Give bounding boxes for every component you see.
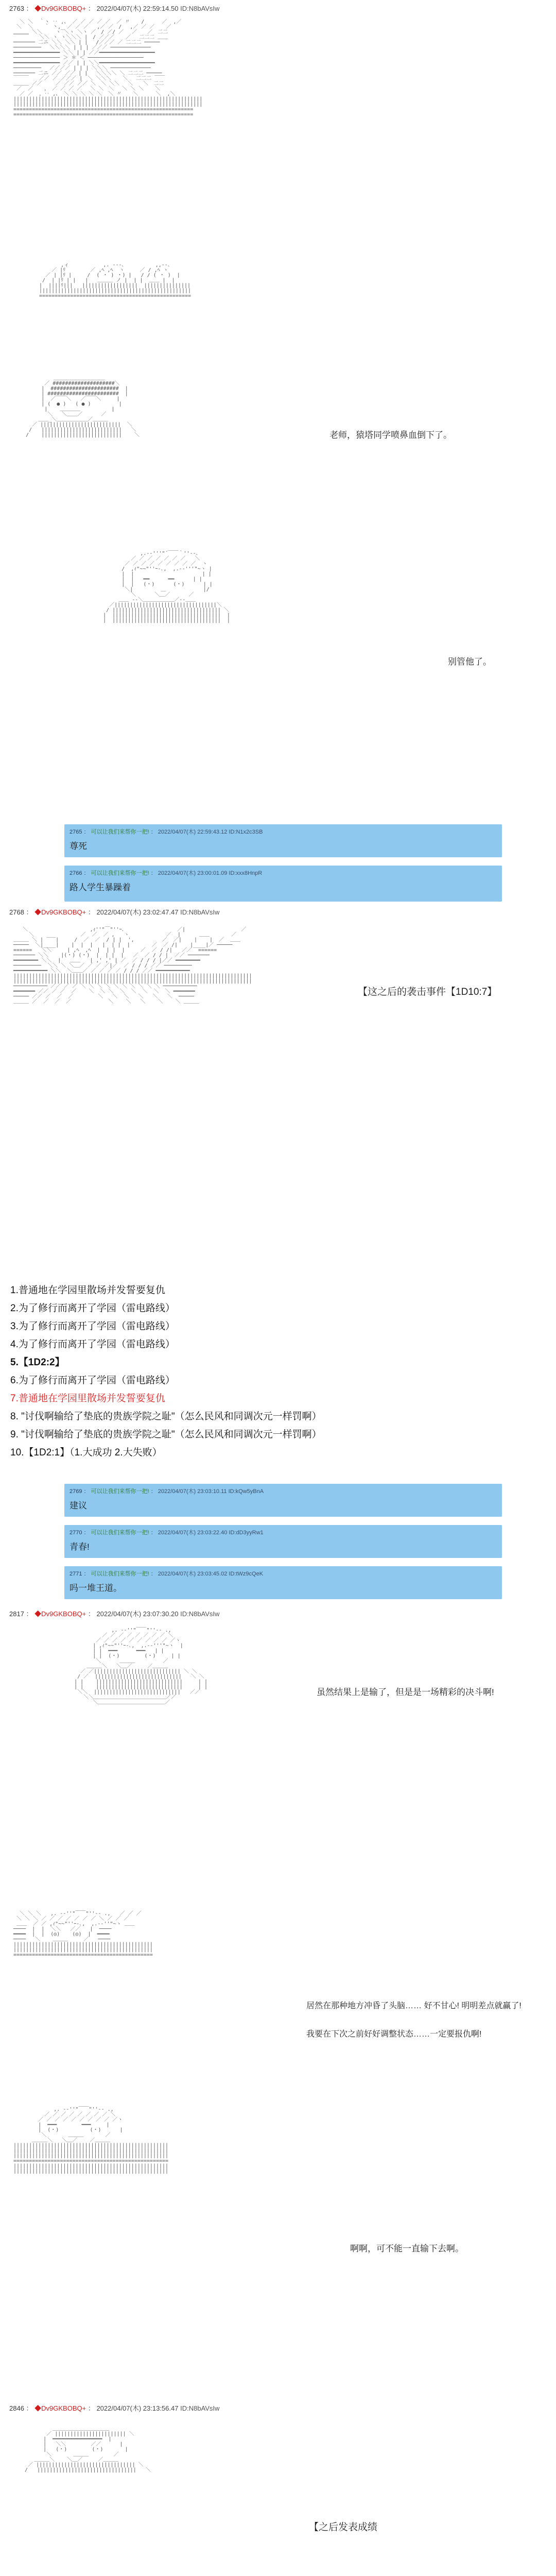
dialogue-caption: 居然在那种地方冲昏了头脑…… 好不甘心! 明明差点就赢了! bbox=[306, 2002, 522, 2010]
dialogue-caption: 别管他了。 bbox=[448, 657, 492, 667]
reply-author: 可以让我们来帮你一把! bbox=[91, 1530, 149, 1536]
post-author: ◆Dv9GKBOBQ+ bbox=[34, 908, 86, 916]
roll-option: 9. "讨伐啊输给了垫底的贵族学院之耻"（怎么民风和同调次元一样罚啊） bbox=[10, 1429, 322, 1440]
roll-option: 3.为了修行而离开了学园（雷电路线） bbox=[10, 1321, 175, 1332]
post-number[interactable]: 2817 bbox=[9, 1610, 24, 1618]
reply-post bbox=[64, 1566, 502, 1599]
reply-number[interactable]: 2769 bbox=[70, 1488, 82, 1495]
post-author: ◆Dv9GKBOBQ+ bbox=[34, 5, 86, 12]
ascii-art-panel-6: ,. -‐''"￣￣"''‐- ., ／ ／ ／ ／ ／ ／ ／ ／ ＼ ／ ／ ／ ／ ／ ／ ／ ／ ／ ／ヽ | ,ｨ"~~"''ｰ-､, ,.-‐'''"~ヽ | | | ━━━ ━━━ | | | | (・) (・) | | ＼ ＿＿＿ ／ ＿＿＿＼ ＼＿／ ／＿＿＿ ／ ／|||||||||||||||||||||||||||| ＼ ＼ / ／ |||||||||||||||||||||||||||| ＼ ＼ | | |||||||||||||||||||||||||||| | | | | |||||||||||||||||||||||||||| | | ＼＼ |||||||||||||||||||||||||||| ／／ ＼＼＿＿＿＿＿＿＿＿＿＿＿＿＿＿／／ ＼＿＿＿＿＿＿＿＿＿＿＿＿＿／ bbox=[74, 1628, 207, 1705]
reply-id: ID:dD3yyRw1 bbox=[229, 1530, 264, 1536]
reply-body: 吗一堆王道。 bbox=[70, 1583, 122, 1593]
reply-post bbox=[64, 824, 502, 857]
dialogue-caption: 我要在下次之前好好调整状态……一定要报仇啊! bbox=[306, 2030, 482, 2039]
reply-number[interactable]: 2770 bbox=[70, 1530, 82, 1536]
post-date: 2022/04/07(木) 22:59:14.50 bbox=[96, 5, 179, 12]
dialogue-caption: 虽然结果上是输了，但是是一场精彩的决斗啊! bbox=[317, 1687, 494, 1697]
ascii-art-panel-2: ,ィ ,. -‐-､ ,,-‐､ ／ |ﾘ ／ ,ﾍ ,ﾍ ヽ ／ / ,ﾍ ヽ ／ | |ﾘ | / ( ・ ) ・) | / / ( ・ ) | / | |ﾘ | | | ＿＿＿ ノ | | | ＿＿ | | | ||||ﾘ||| |||||||||||||||||| ||||||||||||||| ||||||||||||||||||||||||||||||||||||||||||||||||| ================================================= bbox=[39, 262, 192, 299]
ascii-art-panel-4: ,.-‐'''"´￣￣｀''‐-､ ／ ／ ／ ／ ／ ／ ／ ＼ ／ ／ ／ ／ ／ ／ ／ ／ ／ ヽ / ,ｨ"~~"''ｰ-､, ,.-‐'''"~ヽ | | | | | | | ━━ ━━ | | | | (・) (・) | | ＼| ＿ |/ ＼ ＼＿／ ／ ＿＿ ‐‐＼＿＿＿＿＿＿／‐‐＿＿ ／|||||||||||||||||||||||||||||||||＼ / ||||||||||||||||||||||||||||||||||| ＼ | ||||||||||||||||||||||||||||||||||| | | ||||||||||||||||||||||||||||||||||| | bbox=[103, 551, 230, 623]
reply-author: 可以让我们来帮你一把! bbox=[91, 1571, 149, 1577]
ascii-art-panel-5: ＼ ,ｨ''"￣"''ｰ､ ／| ／ ＼ ___ ／ ／ ／ , ヽ ／ | ＿＿ ／ ＿＿＿ ＼ | | / ／ ／ / | | ', ／ ／| | | ／ ＿＿ ───── ＼|____| | | | | | | | ／ ／ /| |____|／ ───── ====== ＼＼ | ,ﾍ ,ﾍ | | | | ／ ／ / /| ／／ ====== ─────── ＼＼ |(・) (・) | | | | ／ ／ / / | ／／ ─────── ━━━━━━━━ ＼＼ | ＿＿ | ,' ,' | ／ ／ / / / |／／ ━━━━━━━━ ───────── ＼＼ ＼ ＼＿／ ／ ／ ／|／ ／ / / / ／／ ───────── ━━━━━━━━━━━ ＼＼ ＼＿＿／ ／ ／ ／ ／ / / / ／／ ━━━━━━━━━━━ ||||||||||||||||||||||||||||||||||||||||||||||||||||||||||||||||||||||||||||| ||||||||||||||||||||||||||||||||||||||||||||||||||||||||||||||||||||||||||||| ─────────── ／／ ／ ／ ＼ ＼ ＼ ＼ ＼ ＼ ＼ ＼ ＼ ＼ ─────────── ━━━━━━━ ／／ ／ ／ ／ ＼ ＼ ＼ ＼ ＼ ＼ ＼ ＼ ━━━━━━━ ───── ／／ ／ ／ ／ ＼ ＼ ＼ ＼ ＼ ＼ ───── ＿＿＿ ／ ／ ／ ／ ＼ ＼ ＼ ＼ ＼ ＿＿＿ bbox=[13, 927, 252, 1005]
roll-table bbox=[10, 1281, 525, 1462]
post-date: 2022/04/07(木) 23:13:56.47 bbox=[96, 2404, 179, 2412]
roll-option: 4.为了修行而离开了学园（雷电路线） bbox=[10, 1339, 175, 1350]
reply-id: ID:N1x2c3SB bbox=[229, 829, 263, 835]
reply-date: 2022/04/07(木) 23:03:45.02 bbox=[158, 1571, 228, 1577]
reply-author: 可以让我们来帮你一把! bbox=[91, 870, 149, 876]
reply-header: 2765 ： 可以让我们来帮你一把! ： 2022/04/07(木) 22:59:43.12 ID:N1x2c3SB bbox=[70, 829, 263, 835]
roll-option: 2.为了修行而离开了学园（雷电路线） bbox=[10, 1303, 175, 1314]
reply-post bbox=[64, 866, 502, 902]
reply-id: ID:xxx8HnpR bbox=[229, 870, 263, 876]
post-date: 2022/04/07(木) 23:07:30.20 bbox=[96, 1610, 179, 1618]
post-date: 2022/04/07(木) 23:02:47.47 bbox=[96, 908, 179, 916]
post-number[interactable]: 2763 bbox=[9, 5, 24, 12]
ascii-art-panel-7: ＼ ＼ ＼ ,. -‐''"￣￣"''‐- ., ／ ／ ／ ＼ ＼ ＼ ／ ／ ／ ／ ／ ／ ／ ＼ ／ ／ ／ ＿＿ ／ ／ ,ｨ"~~"''ｰ-､, ,.-‐''"~ヽ ＿＿ ──── | | ＼＼ ／／ | ──── ━━━━ | | (◎) (◎) | ━━━━ ──── ＼ ＿＿＿ ／ ──── ||||||||||||||||||||||||||||||||||||||||||||| ||||||||||||||||||||||||||||||||||||||||||||| ============================================= bbox=[13, 1911, 153, 1958]
roll-option-dice: 5.【1D2:2】 bbox=[10, 1357, 65, 1368]
reply-id: ID:kQw5yBnA bbox=[228, 1488, 264, 1495]
roll-option: 8. "讨伐啊输给了垫底的贵族学院之耻"（怎么民风和同调次元一样罚啊） bbox=[10, 1411, 322, 1422]
reply-number[interactable]: 2771 bbox=[70, 1571, 82, 1577]
reply-date: 2022/04/07(木) 23:03:10.11 bbox=[158, 1488, 227, 1495]
ascii-art-panel-1: ＼ ＼ ｀ヽ ‥ ,、 ／ ／ ／ ／ ／ ／ 〃 / ／ ,／ ＼ ＼ ｀ 丶,_ ／ ／ ／ ,／ ／ / ,／ ／ ／ ／ ＿＿＿ ＼＼ ヽ ＼ヽ ＼ヽ ／ / ／/ ／ ／ ／ 二二 ￣￣￣ ＼＼ ヽ ヽ＼＼＼ | / ／／／ ／ 二二二 ＿＿ ─────── 二ニ ＼＼ ＼＼ | | /／／／ ／ 二二二 ───── ───────── ＼＼＼＼ | | | ／／／ ───────────── ━━━━━━━━━━━━━━━ ＼＼ | | ／／━━━━━━━━━━━━━━━━━━ ─────────────── ＞ ＊ ＜ ────────────────── ━━━━━━━━━━━━━━━ ／／ | | ＼＼━━━━━━━━━━━━━━━━━━ ───────── ／／／／ | | | ＼＼＼ ───────────── ─────── 二ニ ／／ ／／ | | ＼＼＼＼ ＼ 二二二 ───── ￣￣￣ ／／ ／ ／／／ | ＼ ＼＼＼ ＼ 二二二 ￣￣ ＿＿＿ ／／ ／ ／／ ／／ ＼ ＼ ＼＼ ＼ ＼ 二二 ／ ／ ， ／ ／ ／ ／ ＼ ＼ ＼ ＼ ＼ ＼ ＼ ／ ／ ，‥ ,、 ＼ ＼ ＼ ＼ ＼ ＼ 〃 ＼ ＼ ,＼ ||||||||||||||||||||||||||||||||||||||||||||||||||||||||||||| ||||||||||||||||||||||||||||||||||||||||||||||||||||||||||||| ========================================================== ========================================================== bbox=[13, 19, 203, 117]
reply-author: 可以让我们来帮你一把! bbox=[91, 1488, 149, 1495]
reply-post bbox=[64, 1525, 502, 1558]
announcement-caption: 【之后发表成绩 bbox=[309, 2522, 378, 2533]
post-id: ID:N8bAVsIw bbox=[180, 1610, 220, 1618]
post-id: ID:N8bAVsIw bbox=[180, 5, 220, 12]
ascii-art-panel-9: ＿＿＿＿＿＿＿＿＿＿＿ ／ ||||||||||||||||||||||| ＼ | ━━━━━━━━━━━━━━━━ | | ＼＼ ／／ | | (・) (・) | ＼ ＿＿＿ ／ ＿＿＿＼ ＼＿／ ／＿＿＿ ／ |||||||||||||||||||||||||||||||| ＼ / |||||||||||||||||||||||||||||||| ＼ bbox=[25, 2426, 151, 2473]
reply-header: 2770 ： 可以让我们来帮你一把! ： 2022/04/07(木) 23:03:22.40 ID:dD3yyRw1 bbox=[70, 1530, 264, 1536]
post-header: 2768 ： ◆Dv9GKBOBQ+ ： 2022/04/07(木) 23:02:47.47 ID:N8bAVsIw bbox=[9, 908, 220, 916]
reply-post bbox=[64, 1484, 502, 1517]
reply-body: 青春! bbox=[70, 1542, 90, 1552]
dialogue-caption: 老师，猿塔同学喷鼻血倒下了。 bbox=[329, 430, 452, 440]
post-number[interactable]: 2768 bbox=[9, 908, 24, 916]
reply-number[interactable]: 2765 bbox=[70, 829, 82, 835]
post-author: ◆Dv9GKBOBQ+ bbox=[34, 1610, 86, 1618]
roll-option-selected: 7.普通地在学园里散场并发誓要复仇 bbox=[10, 1393, 165, 1404]
reply-date: 2022/04/07(木) 23:00:01.09 bbox=[158, 870, 228, 876]
post-id: ID:N8bAVsIw bbox=[180, 2404, 220, 2412]
post-header: 2846 ： ◆Dv9GKBOBQ+ ： 2022/04/07(木) 23:13:56.47 ID:N8bAVsIw bbox=[9, 2404, 220, 2412]
post-header: 2817 ： ◆Dv9GKBOBQ+ ： 2022/04/07(木) 23:07:30.20 ID:N8bAVsIw bbox=[9, 1610, 220, 1618]
reply-author: 可以让我们来帮你一把! bbox=[91, 829, 149, 835]
post-number[interactable]: 2846 bbox=[9, 2404, 24, 2412]
post-header: 2763 ： ◆Dv9GKBOBQ+ ： 2022/04/07(木) 22:59:14.50 ID:N8bAVsIw bbox=[9, 5, 220, 12]
reply-body: 建议 bbox=[70, 1501, 87, 1511]
reply-body: 路人学生暴躁着 bbox=[70, 883, 131, 892]
reply-header: 2766 ： 可以让我们来帮你一把! ： 2022/04/07(木) 23:00:01.09 ID:xxx8HnpR bbox=[70, 870, 263, 876]
dialogue-caption: 啊啊，可不能一直输下去啊。 bbox=[350, 2244, 464, 2253]
post-author: ◆Dv9GKBOBQ+ bbox=[34, 2404, 86, 2412]
roll-option: 6.为了修行而离开了学园（雷电路线） bbox=[10, 1375, 175, 1386]
post-id: ID:N8bAVsIw bbox=[180, 908, 220, 916]
ascii-art-panel-8: ,. -‐''"￣￣"''‐- ., ／ ／ ／ ／ ／ ／ ／ ／ ＼ ／ ／ ／ ／ ／ ／ ／ ／ ／ ／ヽ | ━━━ ━━━ | | (・) (・) | ＼ ＿＿＿ ／ ＿＿＿＼ ＼＿／ ／＿＿＿ |||||||||||||||||||||||||||||||||||||||||||||||||| |||||||||||||||||||||||||||||||||||||||||||||||||| |||||||||||||||||||||||||||||||||||||||||||||||||| ================================================== |||||||||||||||||||||||||||||||||||||||||||||||||| |||||||||||||||||||||||||||||||||||||||||||||||||| bbox=[13, 2107, 169, 2174]
ascii-art-panel-3: ＿＿＿＿＿＿＿＿＿＿ ／ ####################＼ | ###################### | | ####################### | | ／￣￣＼ ／￣￣＼ | | ( ● ) ( ● ) | | ＿＿＿＿ | ＼ ＼＿＿／ ／ ＿＿_＼＿＿＿＿＿＿／＿＿＿ ／ |||||||||||||||||||||||||| ＼ / |||||||||||||||||||||||||| ＼ / |||||||||||||||||||||||||| ＼ bbox=[26, 376, 140, 438]
reply-header: 2769 ： 可以让我们来帮你一把! ： 2022/04/07(木) 23:03:10.11 ID:kQw5yBnA bbox=[70, 1488, 264, 1495]
reply-number[interactable]: 2766 bbox=[70, 870, 82, 876]
reply-date: 2022/04/07(木) 23:03:22.40 bbox=[158, 1530, 228, 1536]
roll-option: 1.普通地在学园里散场并发誓要复仇 bbox=[10, 1285, 165, 1296]
reply-date: 2022/04/07(木) 22:59:43.12 bbox=[158, 829, 228, 835]
roll-result-caption: 【这之后的袭击事件【1D10:7】 bbox=[358, 987, 497, 997]
reply-body: 尊死 bbox=[70, 841, 87, 851]
reply-id: ID:tWz9cQeK bbox=[229, 1571, 264, 1577]
reply-header: 2771 ： 可以让我们来帮你一把! ： 2022/04/07(木) 23:03:45.02 ID:tWz9cQeK bbox=[70, 1571, 264, 1577]
roll-option: 10.【1D2:1】（1.大成功 2.大失败） bbox=[10, 1447, 162, 1458]
